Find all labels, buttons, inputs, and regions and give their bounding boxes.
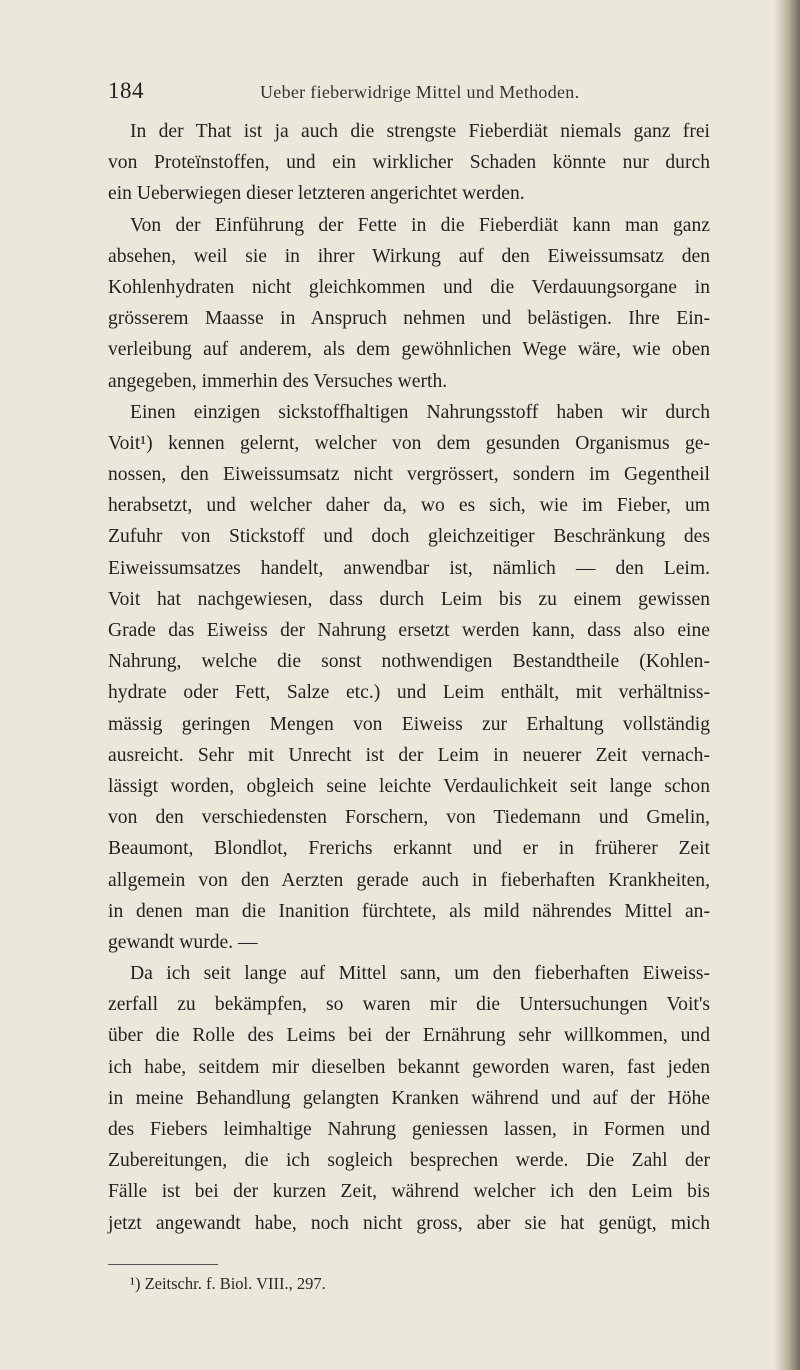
text-line: Grade das Eiweiss der Nahrung ersetzt werden kann, dass also eine — [108, 620, 710, 641]
text-line: gewandt wurde. — — [108, 931, 258, 953]
page-number: 184 — [108, 78, 144, 103]
text-line: Fälle ist bei der kurzen Zeit, während welcher ich den Leim bis — [108, 1181, 710, 1203]
text-line: absehen, weil sie in ihrer Wirkung auf den Eiweissumsatz den — [108, 245, 710, 267]
footnote: ¹) Zeitschr. f. Biol. VIII., 297. — [130, 1274, 326, 1293]
text-line: lässigt worden, obgleich seine leichte Verdaulichkeit seit lange schon — [108, 775, 710, 797]
page-header — [108, 78, 708, 108]
text-line: Von der Einführung der Fette in die Fieberdiät kann man ganz — [130, 214, 710, 236]
text-line: von Proteïnstoffen, und ein wirklicher Schaden könnte nur durch — [108, 152, 710, 174]
text-line: in meine Behandlung gelangten Kranken während und auf der Höhe — [108, 1087, 710, 1109]
footnote-divider — [108, 1264, 218, 1265]
text-line: hydrate oder Fett, Salze etc.) und Leim enthält, mit verhältniss- — [108, 682, 710, 704]
text-line: allgemein von den Aerzten gerade auch in fieberhaften Krankheiten, — [108, 869, 710, 891]
text-line: in denen man die Inanition fürchtete, als mild nährendes Mittel an- — [108, 900, 710, 922]
text-line: herabsetzt, und welcher daher da, wo es sich, wie im Fieber, um — [108, 495, 710, 517]
text-line: über die Rolle des Leims bei der Ernährung sehr willkommen, und — [108, 1025, 710, 1047]
text-line: zerfall zu bekämpfen, so waren mir die Untersuchungen Voit's — [108, 994, 710, 1016]
text-line: Zufuhr von Stickstoff und doch gleichzeitiger Beschränkung des — [108, 526, 710, 548]
text-line: angegeben, immerhin des Versuches werth. — [108, 370, 448, 392]
text-line: Eiweissumsatzes handelt, anwendbar ist, nämlich — den Leim. — [108, 557, 710, 579]
text-line: Da ich seit lange auf Mittel sann, um den fieberhaften Eiweiss- — [130, 963, 710, 985]
text-line: des Fiebers leimhaltige Nahrung geniessen lassen, in Formen und — [108, 1119, 710, 1140]
running-title: Ueber fieberwidrige Mittel und Methoden. — [260, 82, 580, 102]
text-line: jetzt angewandt habe, noch nicht gross, aber sie hat genügt, mich — [108, 1212, 710, 1234]
text-line: ein Ueberwiegen dieser letzteren angerichtet werden. — [108, 183, 525, 205]
text-line: Kohlenhydraten nicht gleichkommen und die Verdauungsorgane in — [108, 276, 710, 298]
text-line: ausreicht. Sehr mit Unrecht ist der Leim in neuerer Zeit vernach- — [108, 744, 710, 766]
text-line: Voit¹) kennen gelernt, welcher von dem gesunden Organismus ge- — [108, 432, 710, 454]
text-line: Einen einzigen sickstoffhaltigen Nahrungsstoff haben wir durch — [130, 401, 710, 423]
text-line: Nahrung, welche die sonst nothwendigen Bestandtheile (Kohlen- — [108, 651, 710, 673]
text-line: von den verschiedensten Forschern, von Tiedemann und Gmelin, — [108, 807, 710, 829]
text-line: Zubereitungen, die ich sogleich besprechen werde. Die Zahl der — [108, 1150, 710, 1172]
body-text — [108, 116, 710, 1239]
page-edge-shadow — [774, 0, 800, 1370]
text-line: Beaumont, Blondlot, Frerichs erkannt und er in früherer Zeit — [108, 838, 710, 860]
text-line: mässig geringen Mengen von Eiweiss zur Erhaltung vollständig — [108, 713, 710, 735]
text-line: nossen, den Eiweissumsatz nicht vergrössert, sondern im Gegentheil — [108, 464, 710, 486]
text-line: grösserem Maasse in Anspruch nehmen und belästigen. Ihre Ein- — [108, 308, 710, 330]
text-line: In der That ist ja auch die strengste Fieberdiät niemals ganz frei — [130, 121, 710, 142]
text-line: verleibung auf anderem, als dem gewöhnlichen Wege wäre, wie oben — [108, 339, 710, 361]
text-line: ich habe, seitdem mir dieselben bekannt geworden waren, fast jeden — [108, 1056, 710, 1078]
text-line: Voit hat nachgewiesen, dass durch Leim bis zu einem gewissen — [108, 588, 710, 610]
